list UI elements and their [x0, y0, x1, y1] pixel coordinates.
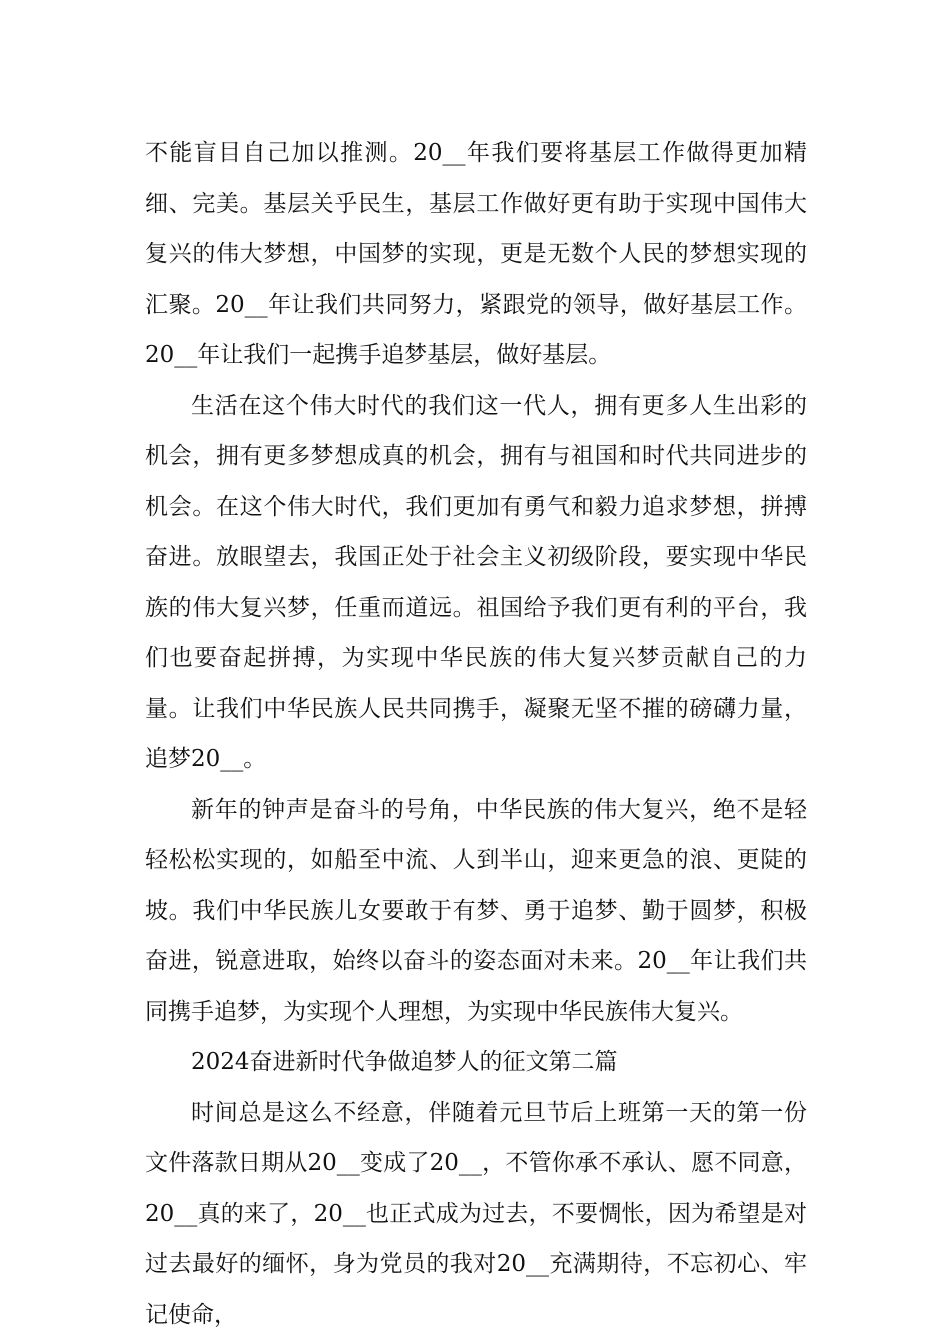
section-heading: 2024奋进新时代争做追梦人的征文第二篇: [191, 1049, 618, 1075]
paragraph: 时间总是这么不经意，伴随着元旦节后上班第一天的第一份文件落款日期从20__变成了20__，不管你承不承认、愿不同意，20__真的来了，20__也正式成为过去，不要惆怅，因为希望是对过去最好的缅怀，身为党员的我对20__充满期待，不忘初心、牢记使命，: [145, 1099, 807, 1328]
paragraph: 生活在这个伟大时代的我们这一代人，拥有更多人生出彩的机会，拥有更多梦想成真的机会，拥有与祖国和时代共同进步的机会。在这个伟大时代，我们更加有勇气和毅力追求梦想，拼搏奋进。放眼望去，我国正处于社会主义初级阶段，要实现中华民族的伟大复兴梦，任重而道远。祖国给予我们更有利的平台，我们也要奋起拼搏，为实现中华民族的伟大复兴梦贡献自己的力量。让我们中华民族人民共同携手，凝聚无坚不摧的磅礴力量，追梦20__。: [145, 392, 807, 772]
paragraph: 新年的钟声是奋斗的号角，中华民族的伟大复兴，绝不是轻轻松松实现的，如船至中流、人到半山，迎来更急的浪、更陡的坡。我们中华民族儿女要敢于有梦、勇于追梦、勤于圆梦，积极奋进，锐意进取，始终以奋斗的姿态面对未来。20__年让我们共同携手追梦，为实现个人理想，为实现中华民族伟大复兴。: [145, 796, 807, 1025]
paragraph-continuation: 不能盲目自己加以推测。20__年我们要将基层工作做得更加精细、完美。基层关乎民生，基层工作做好更有助于实现中国伟大复兴的伟大梦想，中国梦的实现，更是无数个人民的梦想实现的汇聚。20__年让我们共同努力，紧跟党的领导，做好基层工作。20__年让我们一起携手追梦基层，做好基层。: [145, 140, 807, 368]
document-body: [145, 128, 807, 1340]
